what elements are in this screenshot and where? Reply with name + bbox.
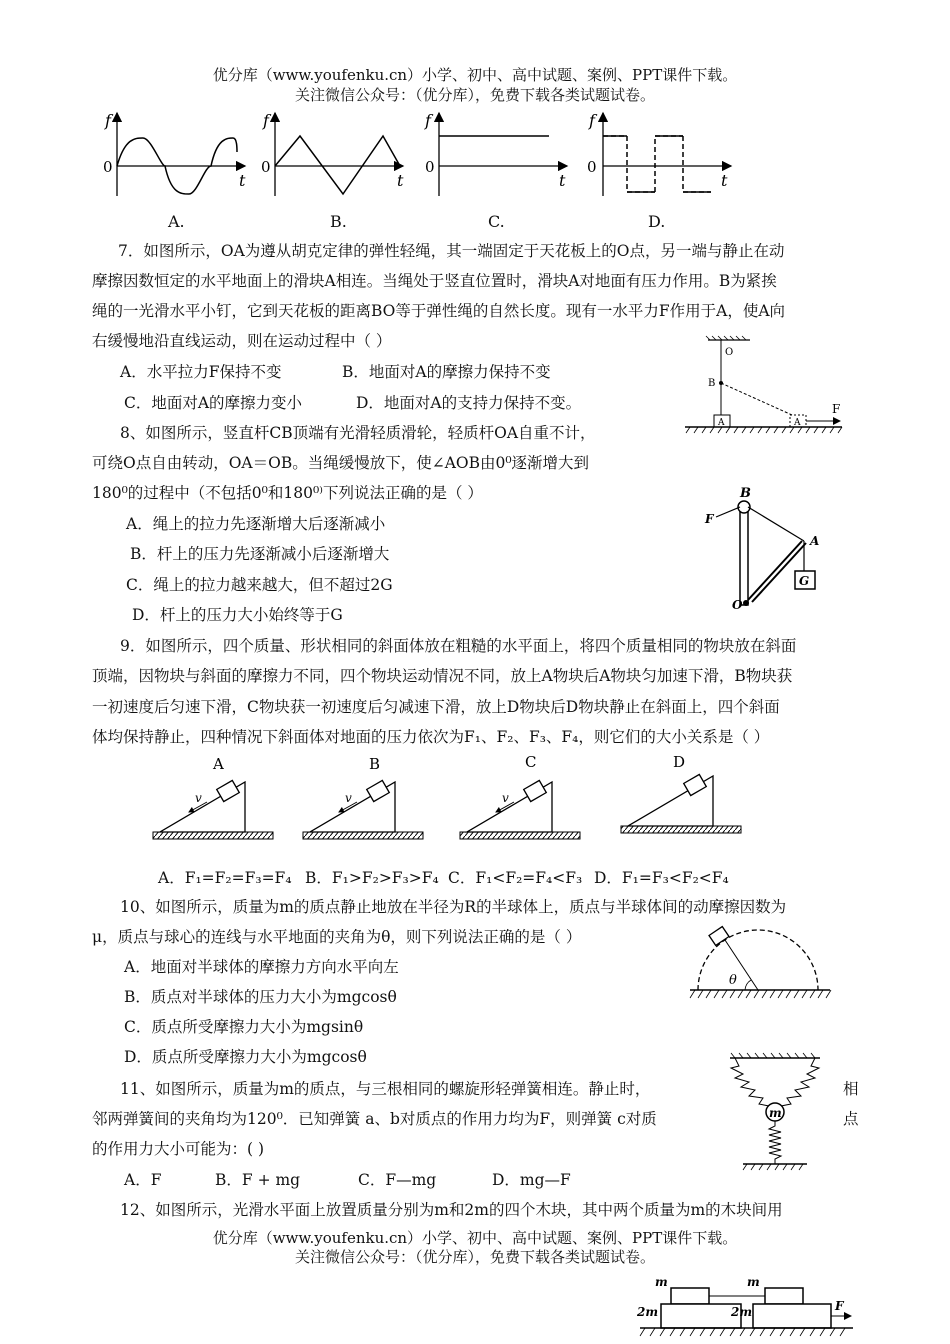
q7-option-b: B．地面对A的摩擦力保持不变 xyxy=(342,363,551,381)
svg-text:f: f xyxy=(589,111,595,130)
svg-text:f: f xyxy=(263,111,269,130)
axis-t: t xyxy=(239,171,246,190)
svg-text:m: m xyxy=(655,1276,668,1289)
q12-line-1: 12、如图所示，光滑水平面上放置质量分别为m和2m的四个木块，其中两个质量为m的木块间用 xyxy=(120,1201,783,1219)
q7-line-4: 右缓慢地沿直线运动，则在运动过程中（ ） xyxy=(92,332,392,350)
q10-option-b: B．质点对半球体的压力大小为mgcosθ xyxy=(124,988,397,1006)
q8-line-3: 180⁰的过程中（不包括0⁰和180⁰⁾下列说法正确的是（ ） xyxy=(92,484,483,502)
q9-option-d: D．F₁=F₃<F₂<F₄ xyxy=(594,869,729,887)
q12-figure xyxy=(635,1276,855,1344)
q7-line-3: 绳的一光滑水平小钉，它到天花板的距离BO等于弹性绳的自然长度。现有一水平力F作用于A，使A向 xyxy=(92,302,786,320)
svg-text:O: O xyxy=(732,598,743,612)
svg-text:m: m xyxy=(769,1106,782,1120)
q9-option-a: A．F₁=F₂=F₃=F₄ xyxy=(158,869,292,887)
q9-line-3: 一初速度后匀速下滑，C物块获一初速度后匀减速下滑，放上D物块后D物块静止在斜面上，四个斜面 xyxy=(92,698,780,716)
q9-line-4: 体均保持静止，四种情况下斜面体对地面的压力依次为F₁、F₂、F₃、F₄，则它们的大小关系是（ ） xyxy=(92,728,770,746)
q11-line-2: 邻两弹簧间的夹角均为120⁰．已知弹簧 a、b对质点的作用力均为F，则弹簧 c对质 xyxy=(92,1110,657,1128)
incline-c xyxy=(460,753,580,839)
svg-text:A: A xyxy=(213,755,224,773)
svg-text:B: B xyxy=(369,755,381,773)
svg-text:t: t xyxy=(559,171,566,190)
q7-option-d: D．地面对A的支持力保持不变。 xyxy=(356,394,582,412)
q11-option-c: C．F—mg xyxy=(358,1171,437,1189)
q11-line-3: 的作用力大小可能为：( ) xyxy=(92,1140,265,1158)
q9-line-1: 9．如图所示，四个质量、形状相同的斜面体放在粗糙的水平面上，将四个质量相同的物块放在斜面 xyxy=(120,637,797,655)
q8-option-a: A．绳上的拉力先逐渐增大后逐渐减小 xyxy=(126,515,386,533)
svg-text:v: v xyxy=(502,791,509,805)
svg-text:O: O xyxy=(725,347,734,358)
q11-line-1-end: 相 xyxy=(843,1080,859,1098)
q11-option-d: D．mg—F xyxy=(492,1171,571,1189)
q8-option-d: D．杆上的压力大小始终等于G xyxy=(132,606,343,624)
svg-text:v: v xyxy=(345,791,352,805)
q10-option-d: D．质点所受摩擦力大小为mgcosθ xyxy=(124,1048,367,1066)
q11-line-2-end: 点 xyxy=(843,1110,859,1128)
svg-text:0: 0 xyxy=(425,158,435,176)
svg-text:m: m xyxy=(747,1276,760,1289)
graph-b xyxy=(261,111,404,196)
svg-text:f: f xyxy=(425,111,431,130)
q10-option-c: C．质点所受摩擦力大小为mgsinθ xyxy=(124,1018,364,1036)
svg-text:2m: 2m xyxy=(637,1305,659,1319)
svg-text:v: v xyxy=(195,791,202,805)
svg-text:D: D xyxy=(673,753,686,771)
q10-line-2: μ，质点与球心的连线与水平地面的夹角为θ，则下列说法正确的是（ ） xyxy=(92,928,582,946)
q10-line-1: 10、如图所示，质量为m的质点静止地放在半径为R的半球体上，质点与半球体间的动摩擦因数为 xyxy=(120,898,787,916)
q9-option-c: C．F₁<F₂=F₄<F₃ xyxy=(448,869,583,887)
graph-a xyxy=(103,111,246,196)
header-line-2: 关注微信公众号：（优分库），免费下载各类试题试卷。 xyxy=(294,86,655,104)
svg-text:A: A xyxy=(810,534,820,548)
q7-figure xyxy=(680,335,850,440)
spring-c xyxy=(769,1121,781,1164)
svg-text:0: 0 xyxy=(587,158,597,176)
q8-line-2: 可绕O点自由转动，OA＝OB。当绳缓慢放下，使∠AOB由0⁰逐渐增大到 xyxy=(92,454,590,472)
graph-label-b: B. xyxy=(330,212,347,231)
svg-text:F: F xyxy=(832,402,841,416)
q9-figure xyxy=(145,752,755,844)
graph-d xyxy=(587,111,731,196)
incline-d xyxy=(621,753,741,833)
origin: 0 xyxy=(103,158,113,176)
header-line-1: 优分库（www.youfenku.cn）小学、初中、高中试题、案例、PPT课件下载。 xyxy=(212,66,738,84)
svg-text:A: A xyxy=(718,418,725,428)
incline-b xyxy=(303,755,423,839)
q11-option-a: A．F xyxy=(124,1171,162,1189)
q7-option-c: C．地面对A的摩擦力变小 xyxy=(124,394,303,412)
footer-line-2: 关注微信公众号：（优分库），免费下载各类试题试卷。 xyxy=(294,1248,655,1266)
q11-line-1: 11、如图所示，质量为m的质点，与三根相同的螺旋形轻弹簧相连。静止时， xyxy=(120,1080,651,1098)
svg-text:B: B xyxy=(740,486,751,501)
q7-option-a: A．水平拉力F保持不变 xyxy=(120,363,282,381)
q9-option-b: B．F₁>F₂>F₃>F₄ xyxy=(305,869,439,887)
graph-label-c: C. xyxy=(488,212,505,231)
q11-option-b: B．F + mg xyxy=(215,1171,301,1189)
q7-line-1: 7．如图所示，OA为遵从胡克定律的弹性轻绳，其一端固定于天花板上的O点，另一端与静止在动 xyxy=(118,242,785,260)
svg-text:θ: θ xyxy=(729,973,737,988)
footer-line-1: 优分库（www.youfenku.cn）小学、初中、高中试题、案例、PPT课件下载。 xyxy=(212,1229,738,1247)
svg-text:C: C xyxy=(525,753,537,771)
graph-label-d: D. xyxy=(648,212,666,231)
svg-text:t: t xyxy=(397,171,404,190)
q11-figure xyxy=(725,1052,825,1174)
graph-c xyxy=(424,111,567,196)
svg-text:F: F xyxy=(705,512,714,526)
svg-text:G: G xyxy=(799,574,810,588)
q8-line-1: 8、如图所示，竖直杆CB顶端有光滑轻质滑轮，轻质杆OA自重不计， xyxy=(120,424,596,442)
q9-line-2: 顶端，因物块与斜面的摩擦力不同，四个物块运动情况不同，放上A物块后A物块匀加速下滑，B物块获 xyxy=(92,667,793,685)
spring-b xyxy=(777,1058,819,1110)
q8-option-b: B．杆上的压力先逐渐减小后逐渐增大 xyxy=(130,545,390,563)
svg-text:t: t xyxy=(721,171,728,190)
svg-text:B: B xyxy=(708,378,716,389)
graphs-figure xyxy=(95,108,755,208)
axis-f: f xyxy=(105,111,111,130)
svg-text:F: F xyxy=(835,1299,844,1313)
graph-label-a: A. xyxy=(168,212,185,231)
svg-text:A: A xyxy=(794,418,801,428)
q7-line-2: 摩擦因数恒定的水平地面上的滑块A相连。当绳处于竖直位置时，滑块A对地面有压力作用。B为紧挨 xyxy=(92,272,777,290)
svg-text:0: 0 xyxy=(261,158,271,176)
spring-a xyxy=(731,1058,773,1110)
square-wave xyxy=(603,136,711,192)
triangle-wave xyxy=(275,136,400,194)
q10-figure xyxy=(685,920,835,1005)
incline-a xyxy=(153,755,273,839)
q8-option-c: C．绳上的拉力越来越大，但不超过2G xyxy=(126,576,393,594)
svg-text:2m: 2m xyxy=(731,1305,753,1319)
q8-figure xyxy=(700,485,830,615)
q10-option-a: A．地面对半球体的摩擦力方向水平向左 xyxy=(124,958,399,976)
